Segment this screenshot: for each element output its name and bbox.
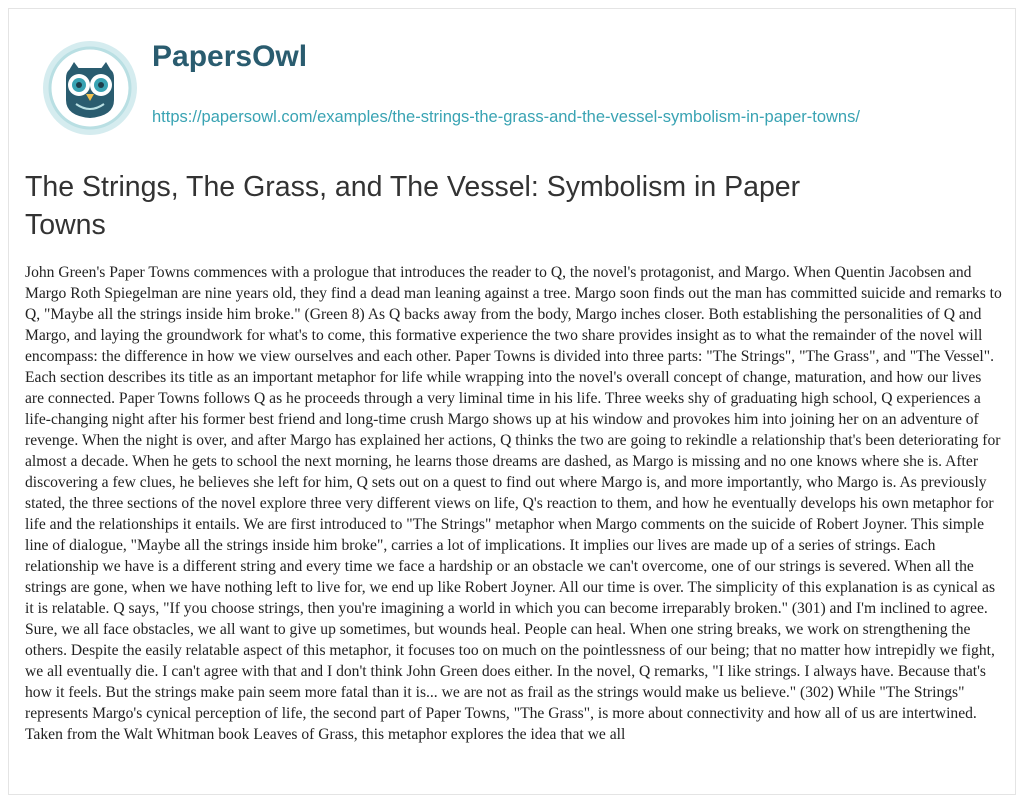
site-header [40, 38, 980, 153]
article-title: The Strings, The Grass, and The Vessel: Symbolism in Paper Towns [25, 171, 801, 241]
brand-name[interactable]: PapersOwl [152, 40, 308, 73]
owl-logo-icon[interactable] [40, 38, 140, 138]
article-body: John Green's Paper Towns commences with a prologue that introduces the reader to Q, the novel's protagonist, and Margo. When Quentin Jacobsen and Margo Roth Spiegelman are nine years old, they find a dead man leaning against a tree. Margo soon finds out the man has committed suicide and remarks to Q, "Maybe all the strings inside him broke." (Green 8) As Q backs away from the body, Margo inches closer. Both establishing the personalities of Q and Margo, and laying the groundwork for what's to come, this formative experience the two share provides insight as to what the remainder of the novel will encompass: the difference in how we view ourselves and each other. Paper Towns is divided into three parts: "The Strings", "The Grass", and "The Vessel". Each section describes its title as an important metaphor for life while wrapping into the novel's overall concept of change, maturation, and how our lives are connected. Paper Towns follows Q as he proceeds through a very liminal time in his life. Three weeks shy of graduating high school, Q experiences a life-changing night after his former best friend and long-time crush Margo shows up at his window and provokes him into joining her on an adventure of revenge. When the night is over, and after Margo has explained her actions, Q thinks the two are going to rekindle a relationship that's been deteriorating for almost a decade. When he gets to school the next morning, he learns those dreams are dashed, as Margo is missing and no one knows where she is. After discovering a few clues, he believes she left for him, Q sets out on a quest to find out where Margo is, and more importantly, who Margo is. As previously stated, the three sections of the novel explore three very different views on life, Q's reaction to them, and how he eventually develops his own metaphor for life and the relationships it entails. We are first introduced to "The Strings" metaphor when Margo comments on the suicide of Robert Joyner. This simple line of dialogue, "Maybe all the strings inside him broke", carries a lot of implications. It implies our lives are made up of a series of strings. Each relationship we have is a different string and every time we face a hardship or an obstacle we can't overcome, one of our strings is severed. When all the strings are gone, when we have nothing left to live for, we end up like Robert Joyner. All our time is over. The simplicity of this explanation is as cynical as it is relatable. Q says, "If you choose strings, then you're imagining a world in which you can become irreparably broken." (301) and I'm inclined to agree. Sure, we all face obstacles, we all want to give up sometimes, but wounds heal. People can heal. When one string breaks, we work on strengthening the others. Despite the easily relatable aspect of this metaphor, it focuses too on much on the pointlessness of our being; that no matter how intrepidly we fight, we all eventually die. I can't agree with that and I don't think John Green does either. In the novel, Q remarks, "I like strings. I always have. Because that's how it feels. But the strings make pain seem more fatal than it is... we are not as frail as the strings would make us believe." (302) While "The Strings" represents Margo's cynical perception of life, the second part of Paper Towns, "The Grass", is more about connectivity and how all of us are intertwined. Taken from the Walt Whitman book Leaves of Grass, this metaphor explores the idea that we all [25, 264, 1002, 743]
article-url-link[interactable]: https://papersowl.com/examples/the-strings-the-grass-and-the-vessel-symbolism-in-paper-towns/ [152, 108, 860, 126]
